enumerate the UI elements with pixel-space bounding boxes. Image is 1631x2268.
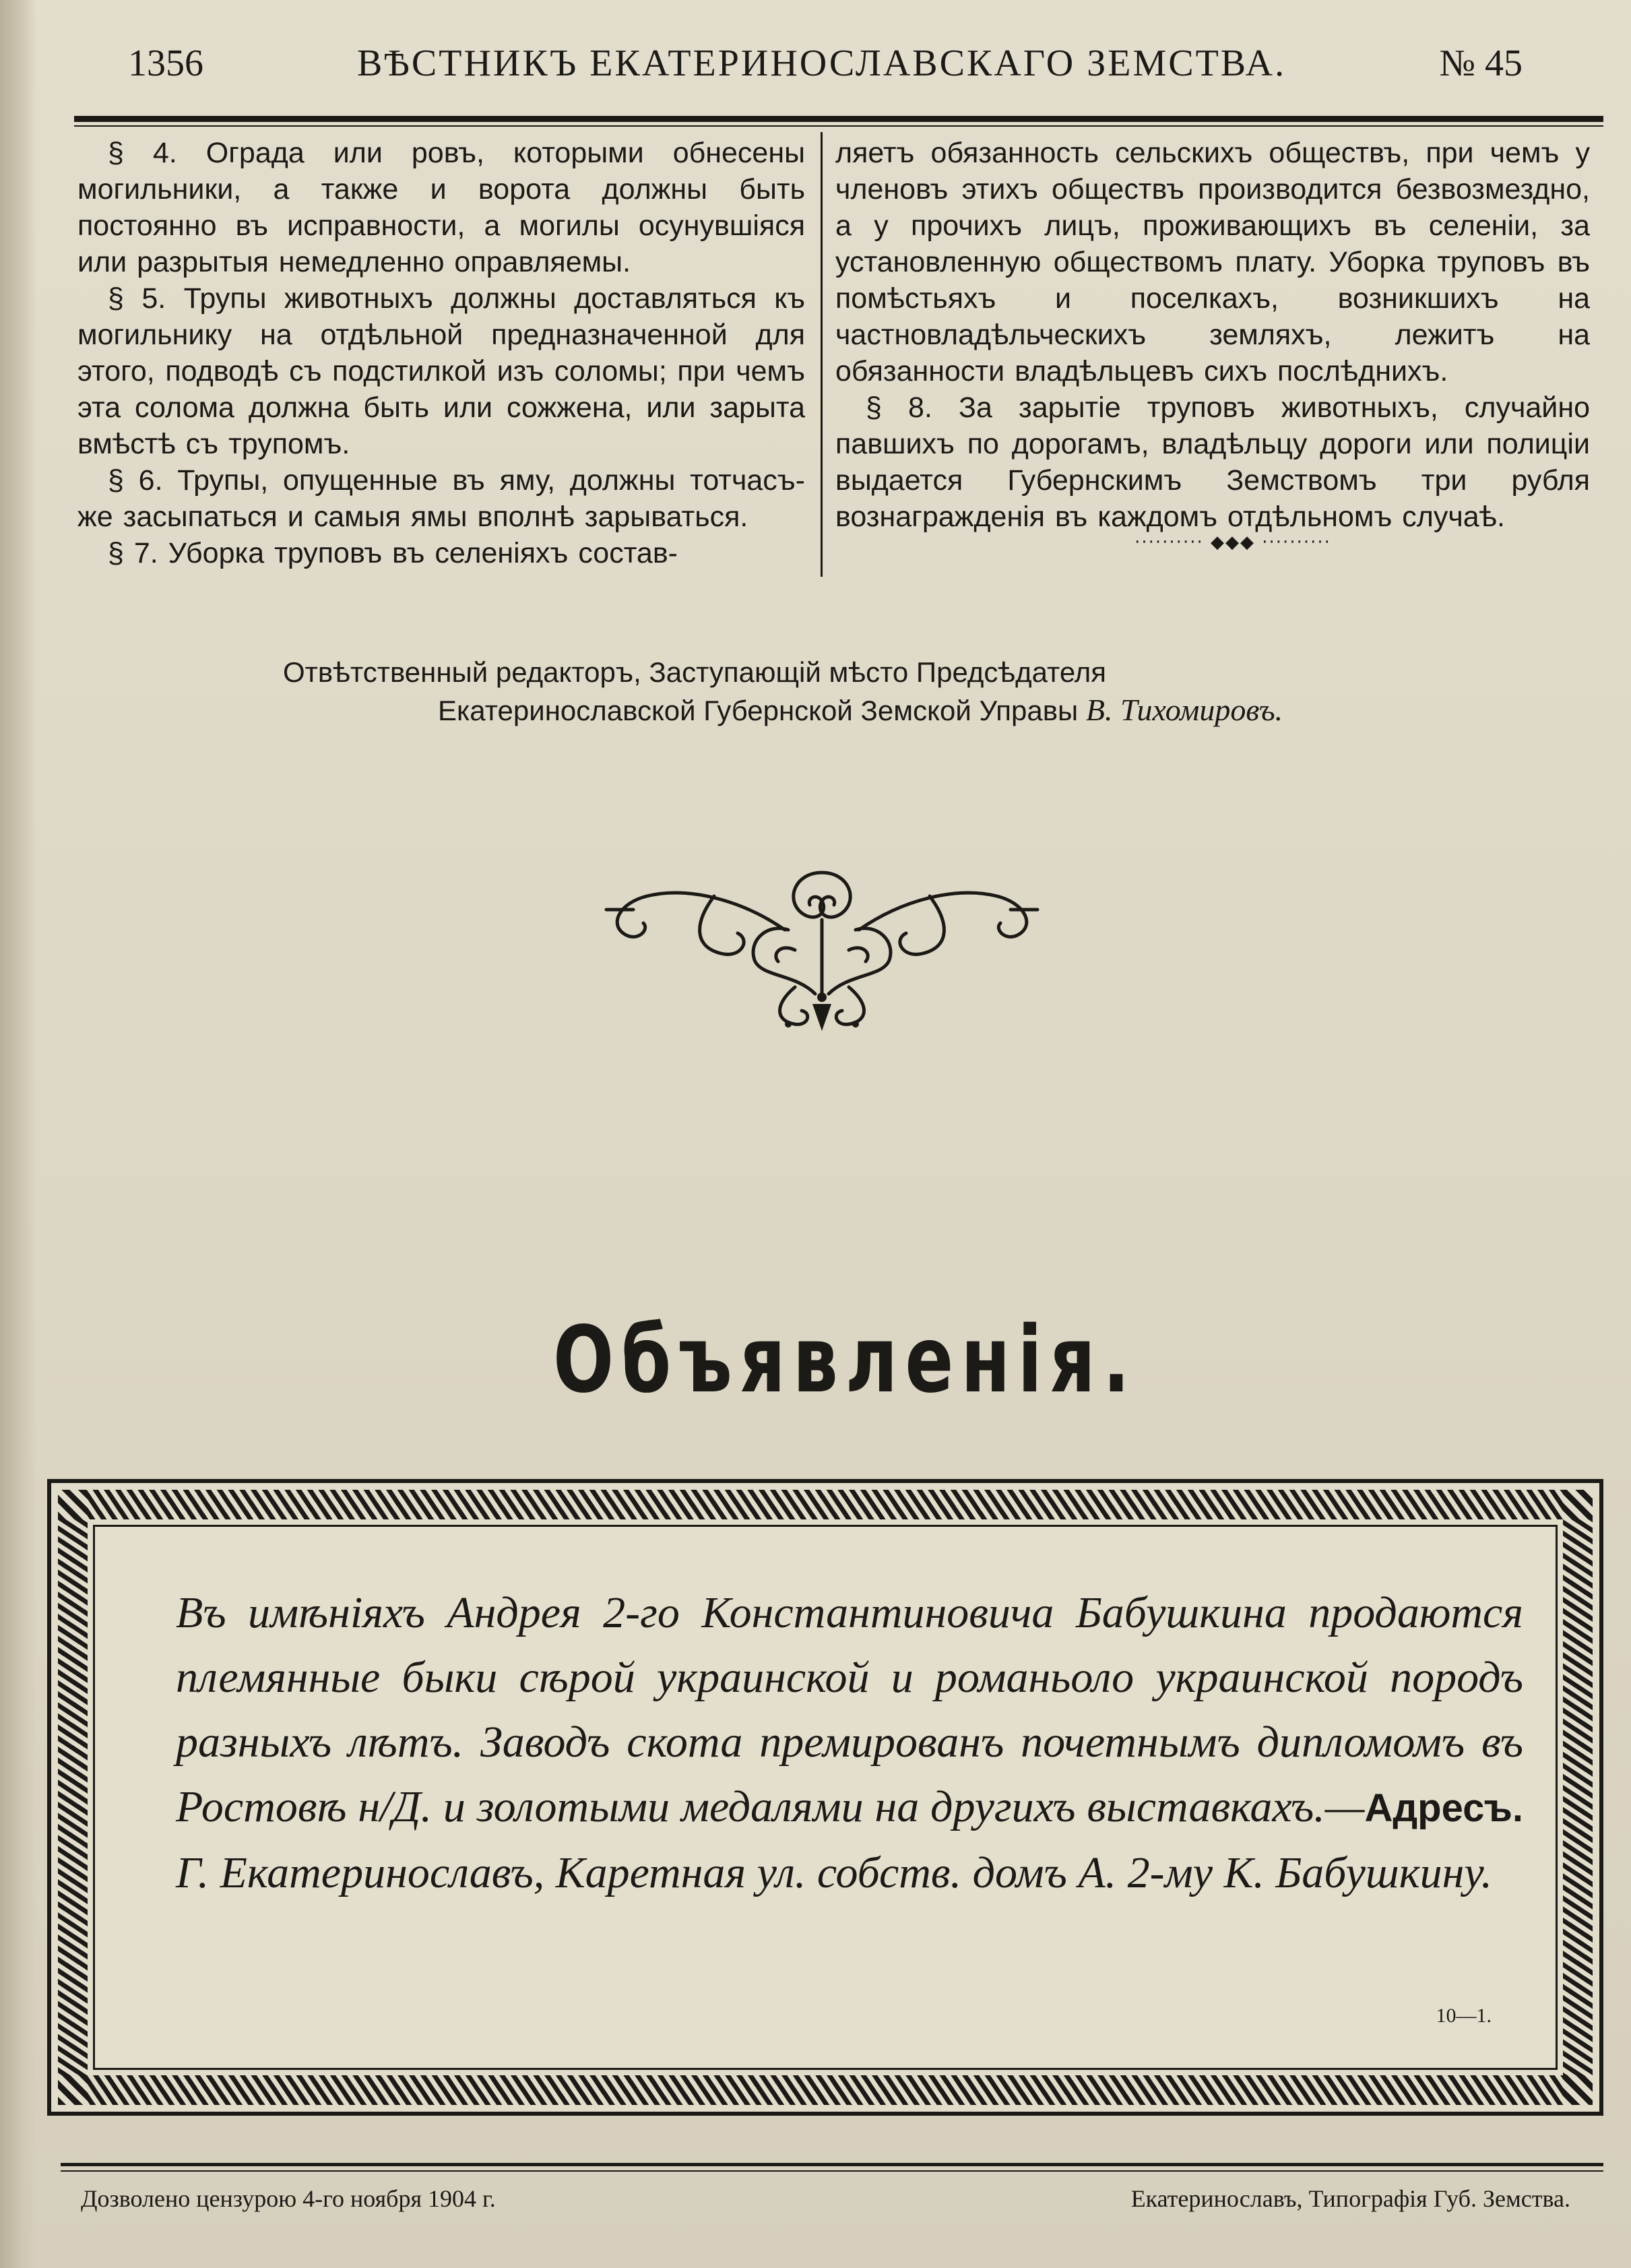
- floral-ornament-icon: [593, 859, 1051, 1034]
- editor-name: В. Тихомировъ.: [1085, 693, 1283, 727]
- address-label: Адресъ.: [1364, 1786, 1523, 1830]
- paragraph-7-start: § 7. Уборка труповъ въ селеніяхъ состав-: [108, 537, 678, 569]
- right-column: [835, 135, 1590, 535]
- section-divider-ornament: ·········· ◆◆◆ ··········: [1134, 532, 1331, 553]
- publication-title: ВѢСТНИКЪ ЕКАТЕРИНОСЛАВСКАГО ЗЕМСТВА.: [357, 42, 1287, 84]
- page-number: 1356: [128, 42, 203, 84]
- footer-rule-thin: [61, 2170, 1603, 2172]
- advertisement-body: Въ имѣніяхъ Андрея 2-го Константиновича Бабушкина продаются племянные быки сѣрой украинской и романьоло украинской породъ разныхъ лѣтъ. Заводъ скота премированъ почетнымъ дипломомъ въ Ростовѣ н/Д. и золотыми медалями на другихъ выставкахъ.—: [176, 1588, 1523, 1831]
- censorship-note: Дозволено цензурою 4-го ноября 1904 г.: [81, 2185, 496, 2212]
- advertisement-text: [176, 1581, 1523, 1905]
- footer-rule: [61, 2163, 1603, 2166]
- header-rule: [74, 116, 1603, 122]
- announcements-heading: Объявленія.: [553, 1307, 1138, 1414]
- advertisement-panel: [93, 1525, 1558, 2070]
- page-header: [128, 42, 1523, 89]
- advertisement-box: [47, 1479, 1603, 2116]
- left-column: [77, 135, 805, 571]
- editor-line-2-text: Екатеринославской Губернской Земской Управы: [438, 695, 1079, 726]
- paragraph-4: § 4. Ограда или ровъ, которыми обнесены могильники, а также и ворота должны быть постоянно въ исправности, а могилы осунувшіяся или разрытыя немедленно оправляемы.: [77, 137, 805, 278]
- paragraph-6: § 6. Трупы, опущенные въ яму, должны тотчасъ-же засыпаться и самыя ямы вполнѣ зарываться.: [77, 464, 805, 533]
- printer-imprint: Екатеринославъ, Типографія Губ. Земства.: [1130, 2185, 1570, 2212]
- editor-signature: [216, 654, 1496, 730]
- editor-line-1: Отвѣтственный редакторъ, Заступающій мѣсто Предсѣдателя: [283, 656, 1107, 688]
- column-separator: [821, 132, 823, 577]
- address-text: Г. Екатеринославъ, Каретная ул. собств. домъ А. 2-му К. Бабушкину.: [176, 1848, 1492, 1897]
- paragraph-8: § 8. За зарытіе труповъ животныхъ, случайно павшихъ по дорогамъ, владѣльцу дороги или полиціи выдается Губернскимъ Земствомъ три рубля вознагражденія въ каждомъ отдѣльномъ случаѣ.: [835, 391, 1590, 533]
- paragraph-5: § 5. Трупы животныхъ должны доставляться къ могильнику на отдѣльной предназначенной для этого, подводѣ съ подстилкой изъ соломы; при чемъ эта солома должна быть или сожжена, или зарыта вмѣстѣ съ трупомъ.: [77, 282, 805, 460]
- header-rule-thin: [74, 125, 1603, 127]
- binding-edge: [0, 0, 37, 2268]
- editor-line-2: [438, 691, 1496, 730]
- issue-number: № 45: [1439, 42, 1523, 84]
- paragraph-7-end: ляетъ обязанность сельскихъ обществъ, при чемъ у членовъ этихъ обществъ производится безвозмездно, а у прочихъ лицъ, проживающихъ въ селеніи, за установленную обществомъ плату. Уборка труповъ въ помѣстьяхъ и поселкахъ, возникшихъ на частновладѣльческихъ земляхъ, лежитъ на обязанности владѣльцевъ сихъ послѣднихъ.: [835, 137, 1590, 387]
- advertisement-code: 10—1.: [1436, 2005, 1492, 2027]
